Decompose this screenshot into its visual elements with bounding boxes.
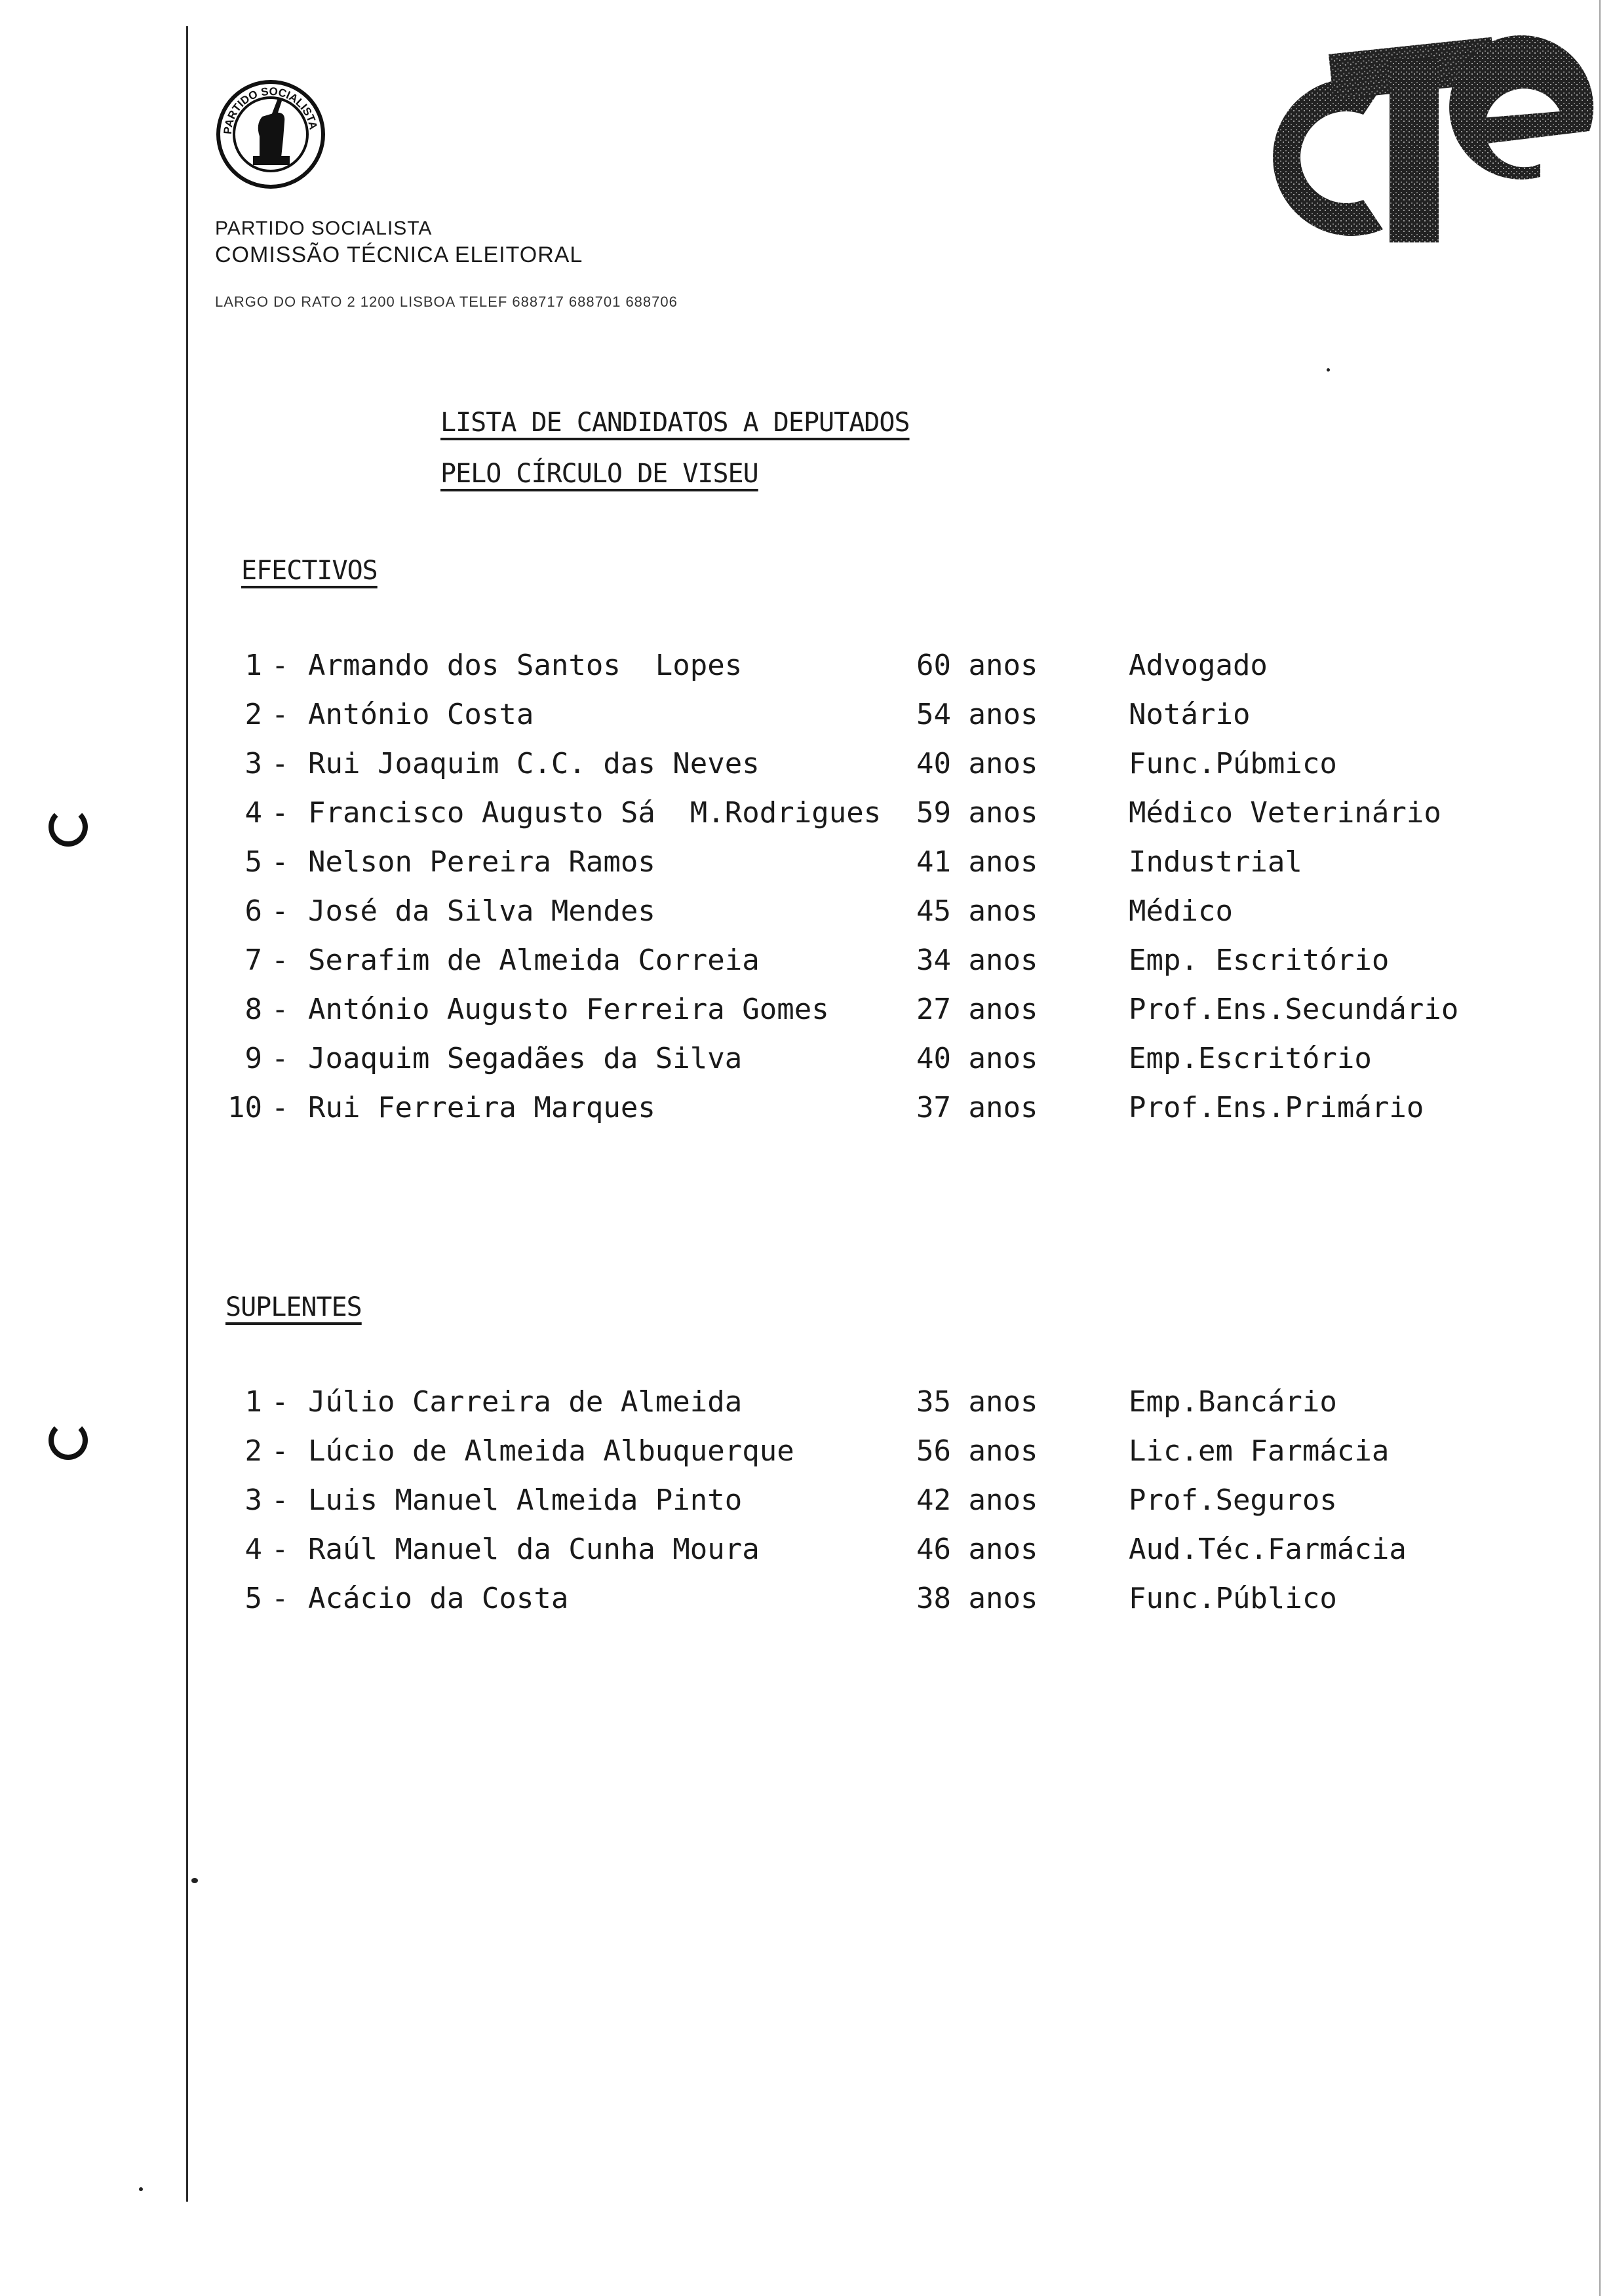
cte-logo-text: CTE — [1232, 13, 1234, 14]
candidate-row — [0, 1385, 1615, 1434]
candidate-row — [0, 796, 1615, 845]
candidate-name: Júlio Carreira de Almeida — [308, 1385, 743, 1419]
candidate-number: 7 — [244, 944, 262, 977]
candidate-profession: Func.Público — [1129, 1582, 1337, 1615]
candidate-profession: Emp.Escritório — [1129, 1042, 1372, 1075]
candidate-name: Serafim de Almeida Correia — [308, 944, 760, 977]
section-heading-suplentes: SUPLENTES — [225, 1292, 362, 1322]
candidate-profession: Advogado — [1129, 649, 1268, 682]
candidate-list-suplentes — [0, 1385, 1615, 1631]
candidate-name: Rui Ferreira Marques — [308, 1091, 655, 1124]
candidate-profession: Industrial — [1129, 845, 1302, 879]
candidate-age: 60 anos — [916, 649, 1038, 682]
candidate-profession: Notário — [1129, 698, 1251, 731]
row-dash: - — [271, 649, 289, 682]
candidate-name: Rui Joaquim C.C. das Neves — [308, 747, 760, 780]
candidate-name: Francisco Augusto Sá M.Rodrigues — [308, 796, 882, 830]
candidate-name: Lúcio de Almeida Albuquerque — [308, 1434, 794, 1468]
row-dash: - — [271, 698, 289, 731]
candidate-number: 3 — [244, 747, 262, 780]
candidate-age: 37 anos — [916, 1091, 1038, 1124]
row-dash: - — [271, 1483, 289, 1517]
candidate-number: 5 — [244, 1582, 262, 1615]
candidate-number: 4 — [244, 796, 262, 830]
candidate-age: 45 anos — [916, 894, 1038, 928]
candidate-name: Raúl Manuel da Cunha Moura — [308, 1533, 760, 1566]
candidate-row — [0, 1582, 1615, 1631]
candidate-number: 3 — [244, 1483, 262, 1517]
candidate-age: 38 anos — [916, 1582, 1038, 1615]
candidate-row — [0, 747, 1615, 796]
candidate-age: 56 anos — [916, 1434, 1038, 1468]
org-name: PARTIDO SOCIALISTA — [215, 218, 433, 239]
candidate-row — [0, 698, 1615, 747]
row-dash: - — [271, 944, 289, 977]
candidate-row — [0, 1091, 1615, 1140]
candidate-age: 54 anos — [916, 698, 1038, 731]
row-dash: - — [271, 993, 289, 1026]
candidate-profession: Médico Veterinário — [1129, 796, 1441, 830]
row-dash: - — [271, 1385, 289, 1419]
candidate-profession: Prof.Ens.Secundário — [1129, 993, 1459, 1026]
candidate-name: António Costa — [308, 698, 534, 731]
candidate-row — [0, 845, 1615, 894]
org-address: LARGO DO RATO 2 1200 LISBOA TELEF 688717 688701 688706 — [215, 294, 678, 310]
candidate-row — [0, 944, 1615, 993]
candidate-name: Armando dos Santos Lopes — [308, 649, 743, 682]
candidate-number: 2 — [244, 1434, 262, 1468]
candidate-number: 8 — [244, 993, 262, 1026]
row-dash: - — [271, 1533, 289, 1566]
row-dash: - — [271, 1434, 289, 1468]
candidate-profession: Emp.Bancário — [1129, 1385, 1337, 1419]
candidate-number: 10 — [227, 1091, 262, 1124]
page-edge — [1599, 0, 1601, 2296]
candidate-number: 1 — [244, 1385, 262, 1419]
party-seal-logo — [215, 79, 326, 190]
candidate-profession: Emp. Escritório — [1129, 944, 1390, 977]
row-dash: - — [271, 796, 289, 830]
candidate-row — [0, 649, 1615, 698]
seal-text: PARTIDO SOCIALISTA — [221, 85, 320, 135]
org-department: COMISSÃO TÉCNICA ELEITORAL — [215, 242, 583, 267]
candidate-name: Joaquim Segadães da Silva — [308, 1042, 743, 1075]
candidate-profession: Lic.em Farmácia — [1129, 1434, 1390, 1468]
candidate-list-efectivos — [0, 649, 1615, 1140]
candidate-age: 42 anos — [916, 1483, 1038, 1517]
document-title-line-2: PELO CÍRCULO DE VISEU — [440, 459, 758, 489]
candidate-number: 9 — [244, 1042, 262, 1075]
candidate-number: 5 — [244, 845, 262, 879]
candidate-number: 4 — [244, 1533, 262, 1566]
candidate-number: 6 — [244, 894, 262, 928]
row-dash: - — [271, 894, 289, 928]
candidate-row — [0, 1483, 1615, 1533]
candidate-age: 59 anos — [916, 796, 1038, 830]
candidate-age: 40 anos — [916, 1042, 1038, 1075]
section-heading-efectivos: EFECTIVOS — [241, 556, 378, 586]
document-title-line-1: LISTA DE CANDIDATOS A DEPUTADOS — [440, 408, 910, 438]
scan-speck — [1327, 368, 1330, 372]
candidate-row — [0, 1434, 1615, 1483]
cte-logo — [1232, 13, 1599, 275]
row-dash: - — [271, 1042, 289, 1075]
candidate-row — [0, 1042, 1615, 1091]
candidate-row — [0, 894, 1615, 944]
row-dash: - — [271, 1091, 289, 1124]
candidate-age: 27 anos — [916, 993, 1038, 1026]
row-dash: - — [271, 747, 289, 780]
candidate-age: 46 anos — [916, 1533, 1038, 1566]
candidate-row — [0, 993, 1615, 1042]
scan-speck — [191, 1878, 198, 1883]
candidate-name: Acácio da Costa — [308, 1582, 569, 1615]
row-dash: - — [271, 845, 289, 879]
row-dash: - — [271, 1582, 289, 1615]
candidate-age: 41 anos — [916, 845, 1038, 879]
candidate-profession: Func.Púbmico — [1129, 747, 1337, 780]
candidate-name: António Augusto Ferreira Gomes — [308, 993, 829, 1026]
candidate-age: 35 anos — [916, 1385, 1038, 1419]
candidate-age: 40 anos — [916, 747, 1038, 780]
candidate-profession: Prof.Seguros — [1129, 1483, 1337, 1517]
scan-speck — [139, 2187, 143, 2191]
candidate-profession: Prof.Ens.Primário — [1129, 1091, 1424, 1124]
candidate-profession: Médico — [1129, 894, 1233, 928]
candidate-number: 1 — [244, 649, 262, 682]
candidate-age: 34 anos — [916, 944, 1038, 977]
candidate-name: Nelson Pereira Ramos — [308, 845, 655, 879]
candidate-profession: Aud.Téc.Farmácia — [1129, 1533, 1407, 1566]
candidate-number: 2 — [244, 698, 262, 731]
candidate-name: José da Silva Mendes — [308, 894, 655, 928]
candidate-row — [0, 1533, 1615, 1582]
candidate-name: Luis Manuel Almeida Pinto — [308, 1483, 743, 1517]
